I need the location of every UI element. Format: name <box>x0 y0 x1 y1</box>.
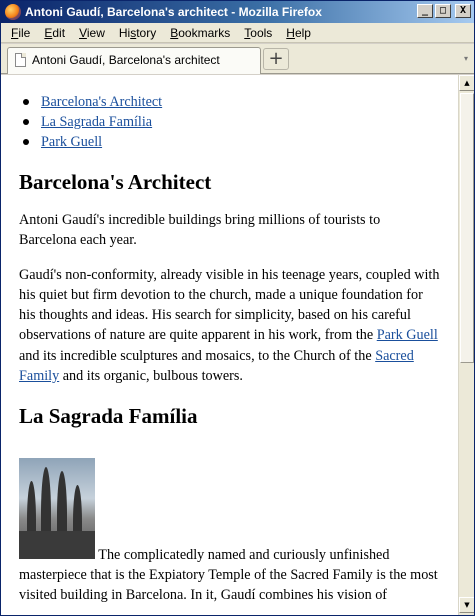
window-title: Antoni Gaudí, Barcelona's architect - Mozilla Firefox <box>25 5 322 19</box>
menu-tools[interactable]: Tools <box>244 25 273 40</box>
page-content <box>1 75 458 616</box>
paragraph-intro: Antoni Gaudí's incredible buildings bring millions of tourists to Barcelona each year. <box>19 212 381 249</box>
bullet-icon <box>23 99 29 105</box>
heading-sagrada: La Sagrada Família <box>19 404 198 429</box>
paragraph-nonconformity: Gaudí's non-conformity, already visible in his teenage years, coupled with his quiet but firm devotion to the church, made a unique foundation for his thoughts and ideas. His search for simplicity, based on his careful observations of nature are quite apparent in his work, from the Park Guell and its incredible sculptures and mosaics, to the Church of the Sacred Family and its organic, bulbous towers. <box>19 266 440 385</box>
toc-link-park[interactable]: Park Guell <box>41 134 103 150</box>
maximize-button[interactable]: □ <box>435 4 451 18</box>
title-bar[interactable] <box>1 1 474 23</box>
tab-active[interactable] <box>7 47 261 74</box>
scroll-down-button[interactable]: ▼ <box>459 597 475 613</box>
firefox-icon <box>5 4 21 20</box>
close-button[interactable]: X <box>455 4 471 18</box>
heading-architect: Barcelona's Architect <box>19 170 212 194</box>
tab-bar <box>1 44 474 74</box>
link-park-guell[interactable]: Park Guell <box>376 327 438 344</box>
menu-help[interactable]: Help <box>286 25 311 40</box>
link-sacred-family[interactable]: Sacred Family <box>19 347 414 385</box>
menu-file[interactable]: File <box>11 25 31 40</box>
table-of-contents <box>19 92 440 152</box>
scroll-up-button[interactable]: ▲ <box>459 75 475 91</box>
facade-shape <box>19 531 95 559</box>
toc-item <box>41 92 440 112</box>
menu-view[interactable]: View <box>79 25 105 40</box>
tab-list-icon[interactable]: ▾ <box>463 54 468 63</box>
bullet-icon <box>23 139 29 145</box>
toc-link-architect[interactable]: Barcelona's Architect <box>41 94 163 110</box>
menu-bookmarks[interactable]: Bookmarks <box>170 25 231 40</box>
menu-bar <box>1 23 474 43</box>
scrollbar-thumb[interactable] <box>460 93 474 363</box>
toc-item <box>41 112 440 132</box>
new-tab-button[interactable]: + <box>263 48 289 70</box>
menu-history[interactable]: History <box>118 25 157 40</box>
toc-link-sagrada[interactable]: La Sagrada Família <box>41 114 153 130</box>
vertical-scrollbar[interactable] <box>458 75 474 616</box>
toc-item <box>41 132 440 152</box>
tab-label: Antoni Gaudí, Barcelona's architect <box>32 53 220 67</box>
sagrada-paragraph: The complicatedly named and curiously unfinished masterpiece that is the Expiatory Temple of the Sacred Family is the most visited building in Barcelona. In it, Gaudí combines his vision of <box>19 444 440 605</box>
window-controls <box>417 4 471 18</box>
minimize-button[interactable]: _ <box>417 4 433 18</box>
sagrada-familia-photo <box>19 458 95 559</box>
bullet-icon <box>23 119 29 125</box>
page-icon <box>15 53 26 67</box>
menu-edit[interactable]: Edit <box>44 25 66 40</box>
